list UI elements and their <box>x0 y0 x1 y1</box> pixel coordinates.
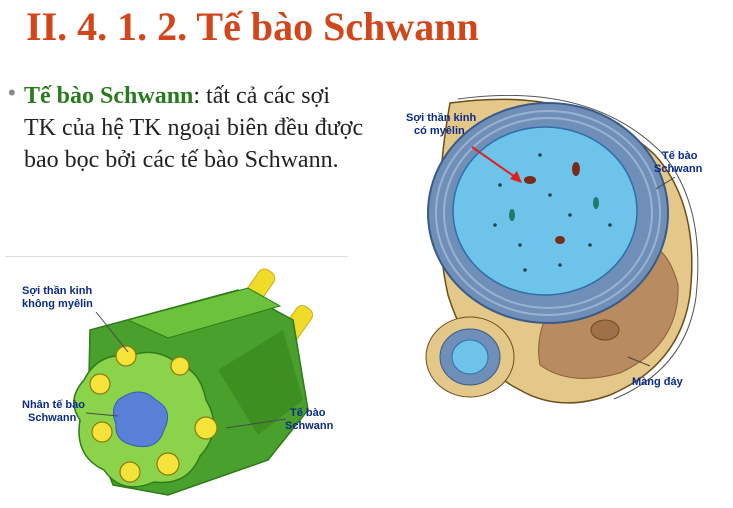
label-nucleus-line2: Schwann <box>28 412 77 424</box>
label-myelin-line1: Sợi thần kinh <box>406 112 477 124</box>
label-right-cell-line1: Tế bào <box>662 150 698 162</box>
label-membrane: Màng đáy <box>632 376 683 388</box>
label-nucleus-line1: Nhân tế bào <box>22 399 85 411</box>
label-fiber-line2: không myêlin <box>22 298 93 310</box>
label-myelin-line2: có myêlin <box>414 125 465 137</box>
bullet-term: Tế bào Schwann <box>24 83 194 109</box>
divider-line <box>5 256 348 257</box>
myelinated-fiber-diagram <box>400 95 730 410</box>
bullet-body: : tất cả các sợi TK của hệ TK ngoại biên đều được bao bọc bởi các tế bào Schwann. <box>24 83 364 173</box>
label-cell-line1: Tế bào <box>290 407 326 419</box>
label-fiber-line1: Sợi thần kinh <box>22 285 93 297</box>
bullet-dot-icon: • <box>8 80 16 105</box>
unmyelinated-fiber-diagram <box>18 260 348 500</box>
label-right-cell-line2: Schwann <box>654 163 703 175</box>
label-cell-line2: Schwann <box>285 420 334 432</box>
bullet-paragraph <box>24 80 364 176</box>
slide-title: II. 4. 1. 2. Tế bào Schwann <box>26 4 479 49</box>
small-myelinated-fiber <box>426 317 514 397</box>
